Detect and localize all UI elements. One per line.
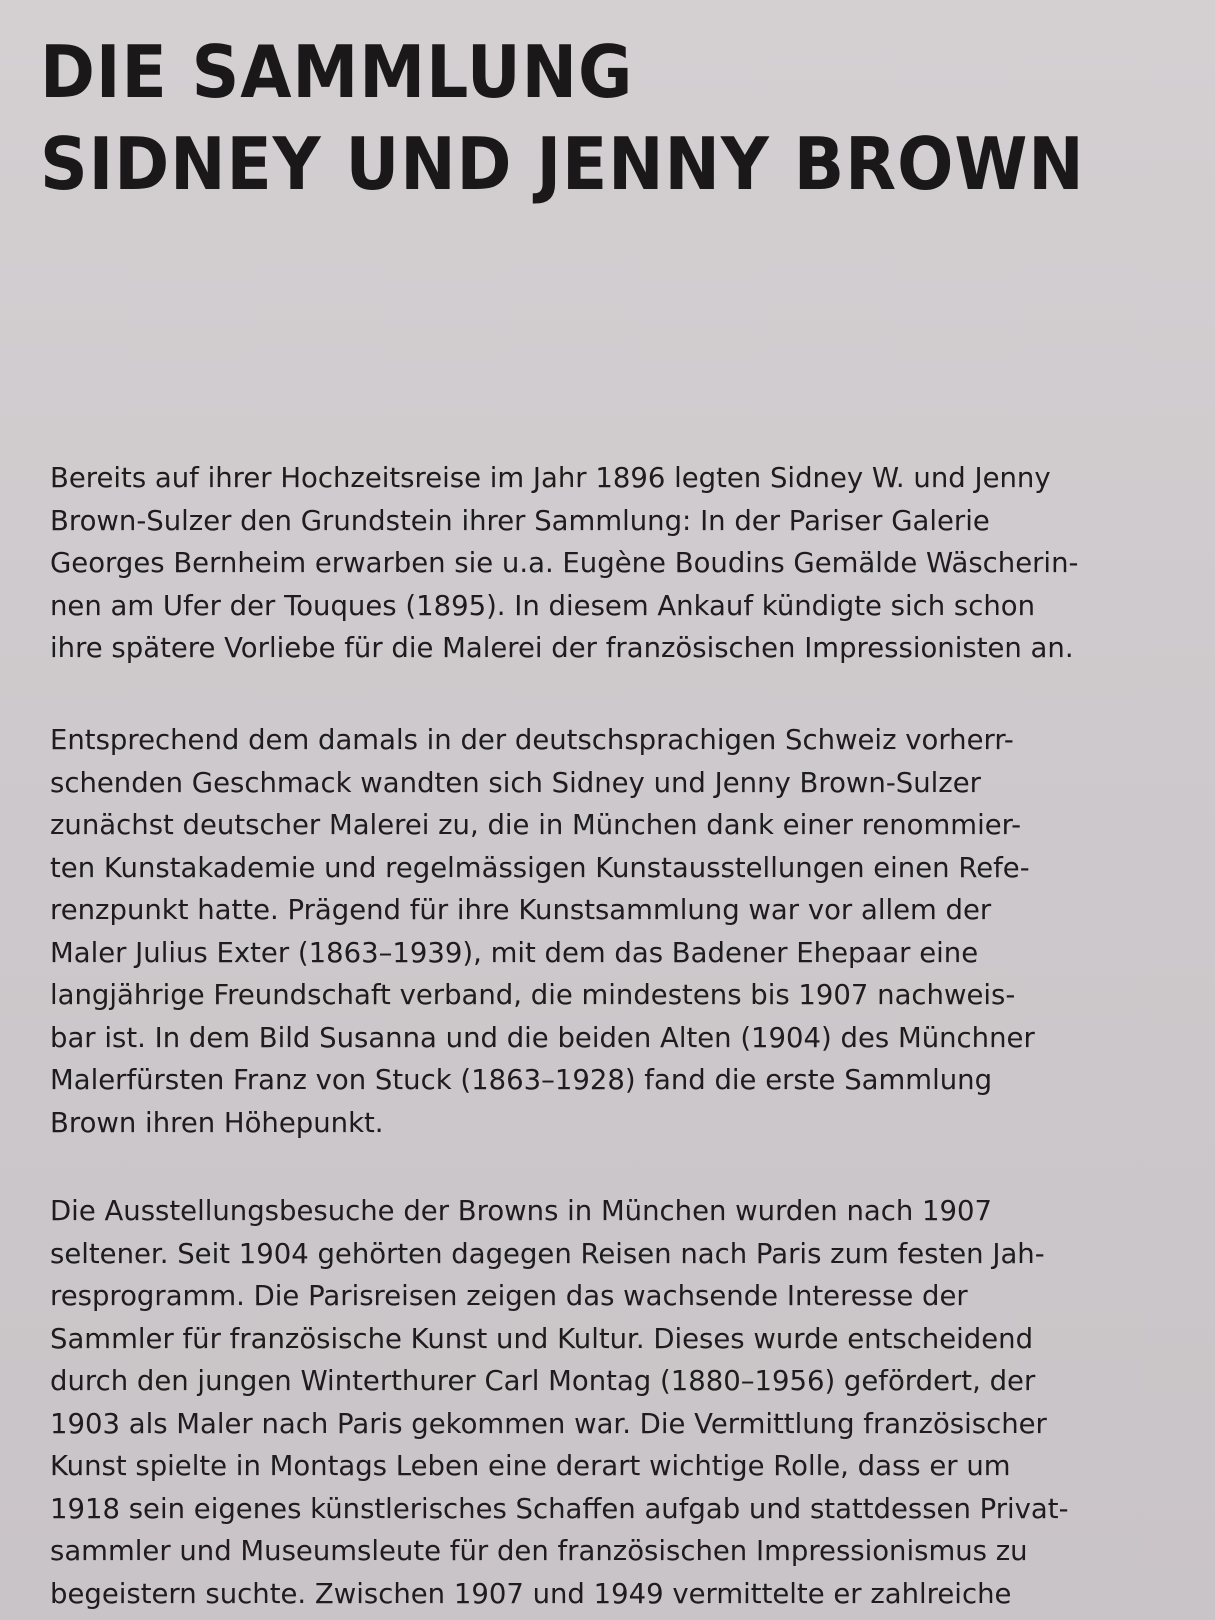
title-line: SIDNEY UND JENNY BROWN	[40, 122, 1085, 206]
panel-title	[40, 26, 1085, 210]
text-line: renzpunkt hatte. Prägend für ihre Kunstsammlung war vor allem der	[50, 894, 992, 926]
text-line: durch den jungen Winterthurer Carl Montag (1880–1956) gefördert, der	[50, 1365, 1036, 1397]
text-line: sammler und Museumsleute für den französischen Impressionismus zu	[50, 1535, 1028, 1567]
text-line: zunächst deutscher Malerei zu, die in München dank einer renommier-	[50, 809, 1022, 841]
text-line: resprogramm. Die Parisreisen zeigen das wachsende Interesse der	[50, 1280, 968, 1312]
text-line: 1903 als Maler nach Paris gekommen war. Die Vermittlung französischer	[50, 1407, 1047, 1440]
paragraph-1	[50, 457, 1160, 670]
paragraph-3	[50, 1190, 1160, 1615]
text-line: langjährige Freundschaft verband, die mindestens bis 1907 nachweis-	[50, 979, 1016, 1011]
text-line: bar ist. In dem Bild Susanna und die beiden Alten (1904) des Münchner	[50, 1021, 1035, 1054]
text-line: nen am Ufer der Touques (1895). In diesem Ankauf kündigte sich schon	[50, 589, 1036, 622]
text-line: ihre spätere Vorliebe für die Malerei der französischen Impressionisten an.	[50, 632, 1074, 664]
paragraph-2	[50, 719, 1160, 1144]
text-line: Brown-Sulzer den Grundstein ihrer Sammlung: In der Pariser Galerie	[50, 504, 990, 537]
text-line: Maler Julius Exter (1863–1939), mit dem das Badener Ehepaar eine	[50, 936, 979, 969]
text-line: Die Ausstellungsbesuche der Browns in München wurden nach 1907	[50, 1195, 993, 1227]
text-line: Sammler für französische Kunst und Kultur. Dieses wurde entscheidend	[50, 1322, 1034, 1355]
text-line: Brown ihren Höhepunkt.	[50, 1106, 384, 1139]
text-line: schenden Geschmack wandten sich Sidney und Jenny Brown-Sulzer	[50, 766, 981, 799]
text-line: seltener. Seit 1904 gehörten dagegen Reisen nach Paris zum festen Jah-	[50, 1237, 1045, 1270]
text-line: Entsprechend dem damals in der deutschsprachigen Schweiz vorherr-	[50, 724, 1014, 756]
text-line: begeistern suchte. Zwischen 1907 und 1949 vermittelte er zahlreiche	[50, 1577, 1012, 1610]
text-line: Malerfürsten Franz von Stuck (1863–1928) fand die erste Sammlung	[50, 1064, 993, 1096]
text-line: 1918 sein eigenes künstlerisches Schaffen aufgab und stattdessen Privat-	[50, 1492, 1069, 1525]
text-line: Kunst spielte in Montags Leben eine derart wichtige Rolle, dass er um	[50, 1450, 1011, 1482]
text-line: ten Kunstakademie und regelmässigen Kunstausstellungen einen Refe-	[50, 851, 1030, 884]
title-line: DIE SAMMLUNG	[40, 30, 634, 114]
text-line: Bereits auf ihrer Hochzeitsreise im Jahr 1896 legten Sidney W. und Jenny	[50, 462, 1051, 494]
text-line: Georges Bernheim erwarben sie u.a. Eugène Boudins Gemälde Wäscherin-	[50, 547, 1079, 579]
